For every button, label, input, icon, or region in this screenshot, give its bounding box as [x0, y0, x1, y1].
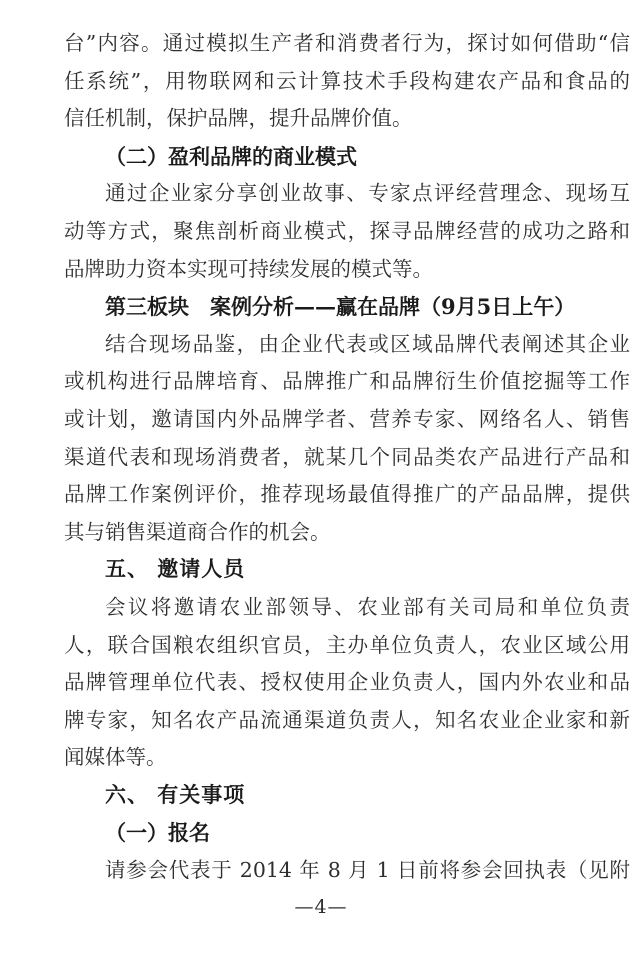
text-line: 或计划，邀请国内外品牌学者、营养专家、网络名人、销售 — [64, 406, 630, 431]
heading-profit-brand-business-model: （二）盈利品牌的商业模式 — [105, 143, 357, 169]
text-line: 闻媒体等。 — [64, 745, 167, 770]
text-line: 品牌工作案例评价，推荐现场最值得推广的产品品牌，提供 — [64, 482, 630, 507]
heading-6-related-matters: 六、 有关事项 — [105, 782, 246, 807]
heading-module-3-case-analysis: 第三板块 案例分析——赢在品牌（9月5日上午） — [105, 294, 576, 320]
page-number: —4— — [294, 896, 348, 918]
heading-5-invitees: 五、 邀请人员 — [105, 557, 246, 582]
text-line: 通过企业家分享创业故事、专家点评经营理念、现场互 — [105, 181, 630, 206]
text-line: 渠道代表和现场消费者，就某几个同品类农产品进行产品和 — [64, 444, 630, 469]
text-line: 任系统”，用物联网和云计算技术手段构建农产品和食品的 — [64, 68, 630, 93]
heading-1-registration: （一）报名 — [105, 820, 210, 846]
text-line: 信任机制，保护品牌，提升品牌价值。 — [64, 106, 413, 131]
text-line: 请参会代表于 2014 年 8 月 1 日前将参会回执表（见附 — [105, 858, 630, 883]
text-line: 品牌管理单位代表、授权使用企业负责人，国内外农业和品 — [64, 670, 630, 695]
text-line: 结合现场品鉴，由企业代表或区域品牌代表阐述其企业 — [105, 331, 630, 356]
document-body — [64, 25, 630, 890]
text-line: 台”内容。通过模拟生产者和消费者行为，探讨如何借助“信 — [64, 31, 630, 55]
text-line: 会议将邀请农业部领导、农业部有关司局和单位负责 — [105, 594, 630, 619]
text-line: 牌专家，知名农产品流通渠道负责人，知名农业企业家和新 — [64, 707, 630, 732]
text-line: 其与销售渠道商合作的机会。 — [64, 519, 331, 544]
text-line: 动等方式，聚焦剖析商业模式，探寻品牌经营的成功之路和 — [64, 218, 630, 243]
text-line: 品牌助力资本实现可持续发展的模式等。 — [64, 256, 433, 281]
text-line: 或机构进行品牌培育、品牌推广和品牌衍生价值挖掘等工作 — [64, 369, 630, 394]
text-line: 人，联合国粮农组织官员，主办单位负责人，农业区域公用 — [64, 632, 630, 657]
